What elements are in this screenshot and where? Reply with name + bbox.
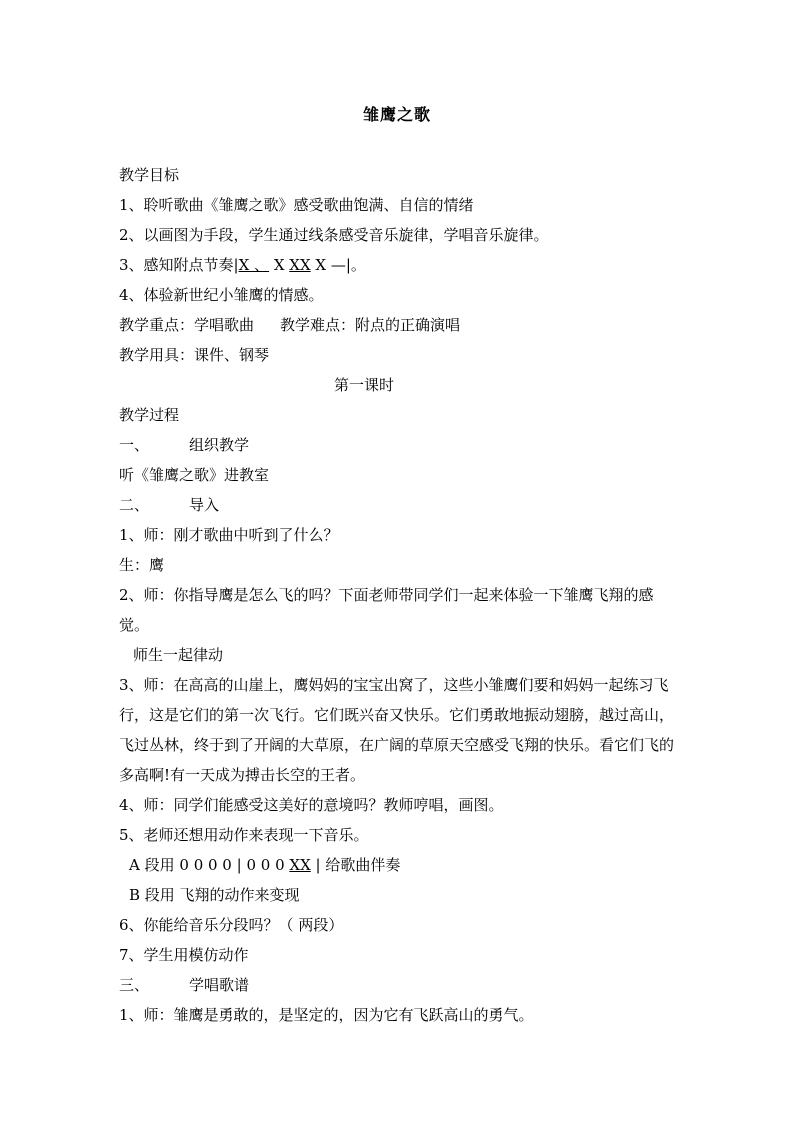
question-5: 5、老师还想用动作来表现一下音乐。 [119, 826, 369, 844]
objective-1: 1、聆听歌曲《雏鹰之歌》感受歌曲饱满、自信的情绪 [119, 196, 474, 214]
part-a-line [119, 850, 679, 880]
section-2-heading [119, 490, 679, 520]
section-3-number: 三、 [119, 976, 150, 994]
process-heading: 教学过程 [119, 406, 180, 424]
section-1-number: 一、 [119, 436, 150, 454]
part-a-label: A 段用 [129, 856, 175, 874]
objectives-heading: 教学目标 [119, 166, 180, 184]
rhythm-underlined-1: X 、 [238, 256, 270, 274]
objective-2: 2、以画图为手段，学生通过线条感受音乐旋律，学唱音乐旋律。 [119, 226, 549, 244]
rhythm-bar-open: | [233, 256, 239, 274]
teaching-tools: 教学用具：课件、钢琴 [119, 346, 270, 364]
key-difficulty-line [119, 310, 679, 340]
question-2: 2、师：你指导鹰是怎么飞的吗？下面老师带同学们一起来体验一下雏鹰飞翔的感觉。 [119, 586, 654, 634]
question-3: 3、师：在高高的山崖上，鹰妈妈的宝宝出窝了，这些小雏鹰们要和妈妈一起练习飞行，这是它们的第一次飞行。它们既兴奋又快乐。它们勇敢地振动翅膀，越过高山，飞过丛林，终于到了开阔的大草原，在广阔的草原天空感受飞翔的快乐。看它们飞的多高啊!有一天成为搏击长空的王者。 [119, 676, 675, 784]
answer-1: 生：鹰 [119, 556, 165, 574]
question-1: 1、师：刚才歌曲中听到了什么？ [119, 526, 339, 544]
section-2-title: 导入 [189, 496, 220, 514]
section-1-title: 组织教学 [189, 436, 250, 454]
section-1-line: 听《雏鹰之歌》进教室 [119, 466, 270, 484]
rhythm-underlined-2: XX [289, 256, 311, 274]
section-3-title: 学唱歌谱 [189, 976, 250, 994]
section-1-heading [119, 430, 679, 460]
document-body [119, 160, 679, 1030]
document-title: 雏鹰之歌 [362, 105, 431, 124]
part-b-line: B 段用 飞翔的动作来变现 [129, 886, 300, 904]
section-2-number: 二、 [119, 496, 150, 514]
question-4: 4、师：同学们能感受这美好的意境吗？教师哼唱，画图。 [119, 796, 504, 814]
section-3-heading [119, 970, 679, 1000]
question-6: 6、你能给音乐分段吗？（ 两段） [119, 916, 344, 934]
question-2-sub: 师生一起律动 [133, 646, 224, 664]
key-points: 教学重点：学唱歌曲 [119, 316, 255, 334]
part-a-rhythm: 0 0 0 0 | 0 0 0 [174, 856, 290, 874]
difficulty: 教学难点：附点的正确演唱 [280, 316, 461, 334]
rhythm-tail: X —|。 [310, 256, 366, 274]
question-7: 7、学生用模仿动作 [119, 946, 249, 964]
part-a-tail: | 给歌曲伴奏 [310, 856, 401, 874]
part-a-underlined: XX [289, 856, 311, 874]
objective-3 [119, 250, 679, 280]
lesson-heading: 第一课时 [333, 376, 394, 394]
question-8: 1、师：雏鹰是勇敢的，是坚定的，因为它有飞跃高山的勇气。 [119, 1006, 534, 1024]
objective-4: 4、体验新世纪小雏鹰的情感。 [119, 286, 324, 304]
rhythm-mid: X [269, 256, 290, 274]
objective-3-text: 3、感知附点节奏 [119, 256, 234, 274]
